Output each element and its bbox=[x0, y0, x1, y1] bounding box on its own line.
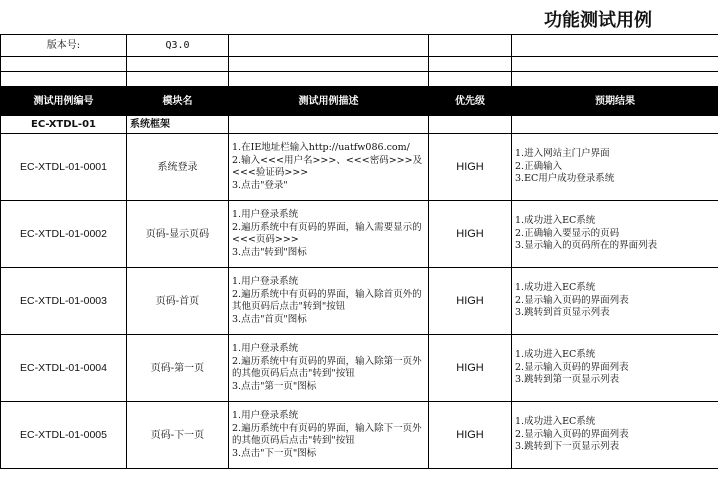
description-step: 2.遍历系统中有页码的界面，输入需要显示的<<<页码>>> bbox=[232, 221, 422, 245]
expected-step: 2.正确输入要显示的页码 bbox=[515, 227, 620, 239]
description-step: 3.点击"首页"图标 bbox=[232, 313, 307, 325]
description-step: 1.用户登录系统 bbox=[232, 410, 299, 421]
expected-step: 3.显示输入的页码所在的界面列表 bbox=[515, 240, 658, 252]
case-id-cell: EC-XTDL-01-0001 bbox=[1, 134, 127, 201]
description-step: 2.遍历系统中有页码的界面，输入除首页外的其他页码后点击"转到"按钮 bbox=[232, 288, 422, 312]
empty-cell bbox=[1, 72, 127, 87]
header-case-id: 测试用例编号 bbox=[1, 87, 127, 116]
test-case-table bbox=[0, 34, 718, 469]
expected-result-cell bbox=[512, 268, 718, 335]
version-label: 版本号: bbox=[1, 35, 127, 57]
expected-step: 1.成功进入EC系统 bbox=[515, 416, 596, 428]
empty-cell bbox=[127, 57, 229, 72]
blank-row bbox=[1, 57, 718, 72]
version-row bbox=[1, 35, 718, 57]
case-id-cell: EC-XTDL-01-0002 bbox=[1, 201, 127, 268]
description-cell bbox=[229, 268, 429, 335]
description-step: 1.在IE地址栏输入http://uatfw086.com/ bbox=[232, 142, 410, 153]
table-row bbox=[1, 268, 718, 335]
header-description: 测试用例描述 bbox=[229, 87, 429, 116]
module-name-cell: 页码-下一页 bbox=[127, 402, 229, 469]
table-row bbox=[1, 134, 718, 201]
table-row bbox=[1, 335, 718, 402]
header-module: 模块名 bbox=[127, 87, 229, 116]
module-group-name: 系统框架 bbox=[127, 116, 229, 134]
description-cell bbox=[229, 335, 429, 402]
description-step: 1.用户登录系统 bbox=[232, 276, 299, 287]
header-priority: 优先级 bbox=[429, 87, 512, 116]
expected-step: 2.显示输入页码的界面列表 bbox=[515, 361, 629, 373]
priority-cell: HIGH bbox=[429, 335, 512, 402]
description-step: 2.输入<<<用户名>>>、<<<密码>>>及<<<验证码>>> bbox=[232, 154, 423, 178]
expected-result-cell bbox=[512, 402, 718, 469]
description-step: 2.遍历系统中有页码的界面，输入除下一页外的其他页码后点击"转到"按钮 bbox=[232, 422, 422, 446]
table-row bbox=[1, 402, 718, 469]
priority-cell: HIGH bbox=[429, 201, 512, 268]
expected-step: 2.显示输入页码的界面列表 bbox=[515, 428, 629, 440]
expected-step: 3.跳转到第一页显示列表 bbox=[515, 374, 620, 386]
description-step: 3.点击"登录" bbox=[232, 179, 288, 191]
expected-step: 2.正确输入 bbox=[515, 160, 563, 172]
empty-cell bbox=[229, 35, 429, 57]
table-row bbox=[1, 201, 718, 268]
empty-cell bbox=[229, 72, 429, 87]
header-expected: 预期结果 bbox=[512, 87, 718, 116]
description-step: 3.点击"下一页"图标 bbox=[232, 447, 317, 459]
expected-step: 1.进入网站主门户界面 bbox=[515, 148, 610, 160]
empty-cell bbox=[512, 72, 718, 87]
blank-row bbox=[1, 72, 718, 87]
empty-cell bbox=[229, 57, 429, 72]
priority-cell: HIGH bbox=[429, 134, 512, 201]
module-name-cell: 页码-首页 bbox=[127, 268, 229, 335]
expected-step: 1.成功进入EC系统 bbox=[515, 282, 596, 294]
description-step: 2.遍历系统中有页码的界面，输入除第一页外的其他页码后点击"转到"按钮 bbox=[232, 355, 422, 379]
empty-cell bbox=[229, 116, 429, 134]
version-value: Q3.0 bbox=[127, 35, 229, 57]
expected-step: 1.成功进入EC系统 bbox=[515, 215, 596, 227]
description-cell bbox=[229, 134, 429, 201]
empty-cell bbox=[429, 57, 512, 72]
empty-cell bbox=[1, 57, 127, 72]
empty-cell bbox=[512, 57, 718, 72]
description-step: 1.用户登录系统 bbox=[232, 343, 299, 354]
empty-cell bbox=[429, 116, 512, 134]
module-group-id: EC-XTDL-01 bbox=[1, 116, 127, 134]
description-step: 3.点击"转到"图标 bbox=[232, 246, 307, 258]
empty-cell bbox=[429, 72, 512, 87]
expected-step: 3.跳转到下一页显示列表 bbox=[515, 441, 620, 453]
priority-cell: HIGH bbox=[429, 402, 512, 469]
expected-result-cell bbox=[512, 335, 718, 402]
priority-cell: HIGH bbox=[429, 268, 512, 335]
expected-step: 3.跳转到首页显示列表 bbox=[515, 307, 610, 319]
case-id-cell: EC-XTDL-01-0004 bbox=[1, 335, 127, 402]
expected-step: 3.EC用户成功登录系统 bbox=[515, 173, 615, 185]
module-name-cell: 页码-显示页码 bbox=[127, 201, 229, 268]
expected-step: 2.显示输入页码的界面列表 bbox=[515, 294, 629, 306]
description-step: 1.用户登录系统 bbox=[232, 209, 299, 220]
expected-step: 1.成功进入EC系统 bbox=[515, 349, 596, 361]
empty-cell bbox=[512, 116, 718, 134]
module-group-row bbox=[1, 116, 718, 134]
empty-cell bbox=[512, 35, 718, 57]
table-header-row bbox=[1, 87, 718, 116]
description-cell bbox=[229, 201, 429, 268]
expected-result-cell bbox=[512, 201, 718, 268]
module-name-cell: 页码-第一页 bbox=[127, 335, 229, 402]
description-step: 3.点击"第一页"图标 bbox=[232, 380, 317, 392]
case-id-cell: EC-XTDL-01-0005 bbox=[1, 402, 127, 469]
description-cell bbox=[229, 402, 429, 469]
document-title: 功能测试用例 bbox=[544, 10, 652, 31]
case-id-cell: EC-XTDL-01-0003 bbox=[1, 268, 127, 335]
empty-cell bbox=[127, 72, 229, 87]
module-name-cell: 系统登录 bbox=[127, 134, 229, 201]
document-title-bar bbox=[0, 0, 718, 34]
expected-result-cell bbox=[512, 134, 718, 201]
empty-cell bbox=[429, 35, 512, 57]
